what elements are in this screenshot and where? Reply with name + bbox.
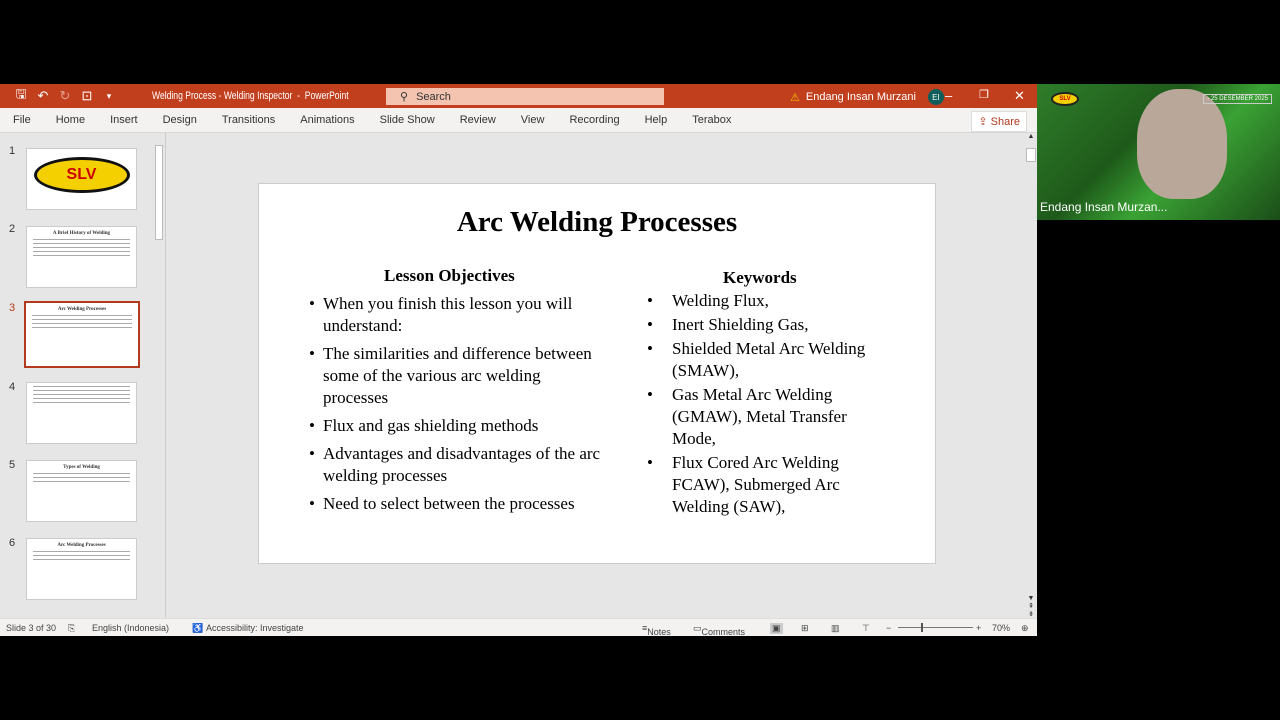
undo-icon[interactable]: ↶: [37, 88, 49, 103]
slide-thumbnail-4[interactable]: [26, 382, 137, 444]
tab-design[interactable]: Design: [162, 114, 197, 126]
comments-button[interactable]: ▭ Comments: [693, 623, 746, 637]
zoom-in-button[interactable]: +: [976, 623, 982, 633]
redo-icon[interactable]: ↻: [59, 88, 71, 103]
status-bar: [0, 618, 1037, 636]
reading-view-icon[interactable]: ▥: [831, 623, 840, 633]
tab-help[interactable]: Help: [644, 114, 668, 126]
slide-canvas[interactable]: [258, 183, 936, 564]
list-item: • Welding Flux,: [647, 290, 887, 312]
thumb-title: Arc Welding Processes: [57, 543, 106, 548]
slide-number: 5: [9, 459, 16, 471]
share-button[interactable]: [971, 111, 1027, 132]
notes-label: Notes: [647, 627, 671, 637]
user-name: Endang Insan Murzani: [805, 91, 916, 103]
thumb-title: A Brief History of Welding: [52, 231, 111, 236]
slideshow-icon[interactable]: ⊤: [862, 623, 870, 633]
tab-file[interactable]: File: [13, 114, 31, 126]
list-item: • Shielded Metal Arc Welding (SMAW),: [647, 338, 887, 382]
tab-terabox[interactable]: Terabox: [692, 114, 732, 126]
slide-thumbnail-5[interactable]: [26, 460, 137, 522]
participant-name: Endang Insan Murzan...: [1040, 200, 1168, 214]
slide-title[interactable]: Arc Welding Processes: [456, 206, 738, 238]
slide-number: 4: [9, 381, 16, 393]
thumb-title: Types of Welding: [63, 465, 100, 470]
accessibility-status[interactable]: Accessibility: Investigate: [206, 623, 304, 633]
spellcheck-icon[interactable]: ⎘: [68, 623, 76, 633]
list-item: • Inert Shielding Gas,: [647, 314, 887, 336]
save-icon[interactable]: 🖫: [15, 86, 27, 101]
zoom-level[interactable]: 70%: [992, 623, 1011, 633]
slide-number: 3: [9, 302, 16, 314]
keywords-heading[interactable]: Keywords: [723, 268, 797, 287]
ribbon-tabs: [0, 108, 1037, 133]
slide-number: 6: [9, 537, 16, 549]
slide-sorter-icon[interactable]: ⊞: [801, 623, 809, 633]
search-icon: ⚲: [400, 91, 409, 103]
search-placeholder: Search: [416, 90, 451, 103]
slide-thumbnail-1[interactable]: [26, 148, 137, 210]
zoom-slider-thumb[interactable]: [921, 623, 923, 632]
lesson-objectives-list[interactable]: [309, 293, 609, 515]
warning-icon: ⚠: [790, 91, 800, 104]
tab-view[interactable]: View: [520, 114, 545, 126]
list-item: • Advantages and disadvantages of the arc welding processes: [309, 443, 609, 487]
list-item: • Gas Metal Arc Welding (GMAW), Metal Transfer Mode,: [647, 384, 887, 450]
title-bar: [0, 84, 1037, 108]
minimize-button[interactable]: –: [945, 88, 953, 103]
language[interactable]: English (Indonesia): [92, 623, 170, 633]
slide-thumbnail-6[interactable]: [26, 538, 137, 600]
thumbnail-scrollbar[interactable]: [153, 135, 165, 615]
tab-review[interactable]: Review: [459, 114, 496, 126]
slide-thumbnail-2[interactable]: [26, 226, 137, 288]
list-item: • Flux and gas shielding methods: [309, 415, 609, 437]
slide-number: 1: [9, 145, 16, 157]
accessibility-icon: ♿: [192, 623, 204, 633]
tab-insert[interactable]: Insert: [110, 114, 138, 126]
present-icon[interactable]: ⊡: [81, 88, 93, 103]
fit-to-window-icon[interactable]: ⊕: [1021, 623, 1029, 633]
user-account[interactable]: [790, 89, 944, 105]
customize-qat-icon[interactable]: ▾: [106, 90, 112, 101]
thumb-title: Arc Welding Processes: [57, 307, 107, 312]
video-feed: [1037, 84, 1280, 220]
video-date-banner: - 25 DESEMBER 2025: [1203, 94, 1272, 104]
list-item: • When you finish this lesson you will understand:: [309, 293, 609, 337]
list-item: • The similarities and difference between some of the various arc welding processes: [309, 343, 609, 409]
slide-thumbnail-pane: [0, 133, 166, 618]
tab-slide-show[interactable]: Slide Show: [379, 114, 435, 126]
slide-thumbnail-3[interactable]: [24, 301, 140, 368]
normal-view-icon[interactable]: ▣: [772, 623, 781, 633]
document-title: Welding Process - Welding Inspector - PowerPoint: [152, 90, 349, 102]
tab-animations[interactable]: Animations: [300, 114, 355, 126]
tab-transitions[interactable]: Transitions: [221, 114, 276, 126]
slv-logo: SLV: [1051, 92, 1079, 106]
slide-number: 2: [9, 223, 16, 235]
slide-scrollbar[interactable]: ▲ ▼ ⇞ ⇟: [1027, 133, 1035, 618]
comments-label: Comments: [701, 627, 746, 637]
list-item: • Flux Cored Arc Welding FCAW), Submerged Arc Welding (SAW),: [647, 452, 887, 518]
zoom-out-button[interactable]: −: [886, 623, 892, 633]
restore-button[interactable]: ❐: [979, 89, 989, 101]
keywords-list[interactable]: [647, 290, 887, 518]
powerpoint-window: [0, 84, 1037, 636]
share-icon: ⇪: [978, 116, 988, 128]
notes-button[interactable]: ≡ Notes: [642, 623, 671, 637]
lesson-objectives-heading[interactable]: Lesson Objectives: [384, 266, 515, 285]
tab-home[interactable]: Home: [55, 114, 86, 126]
slide-counter: Slide 3 of 30: [6, 623, 57, 633]
presenter-video: [1137, 89, 1227, 199]
share-label: Share: [990, 116, 1020, 128]
slv-logo: SLV: [34, 157, 130, 193]
close-button[interactable]: ✕: [1014, 88, 1025, 103]
tab-recording[interactable]: Recording: [569, 114, 620, 126]
list-item: • Need to select between the processes: [309, 493, 609, 515]
avatar[interactable]: EI: [928, 89, 944, 105]
search-box[interactable]: [386, 88, 664, 105]
zoom-slider[interactable]: [898, 627, 973, 628]
